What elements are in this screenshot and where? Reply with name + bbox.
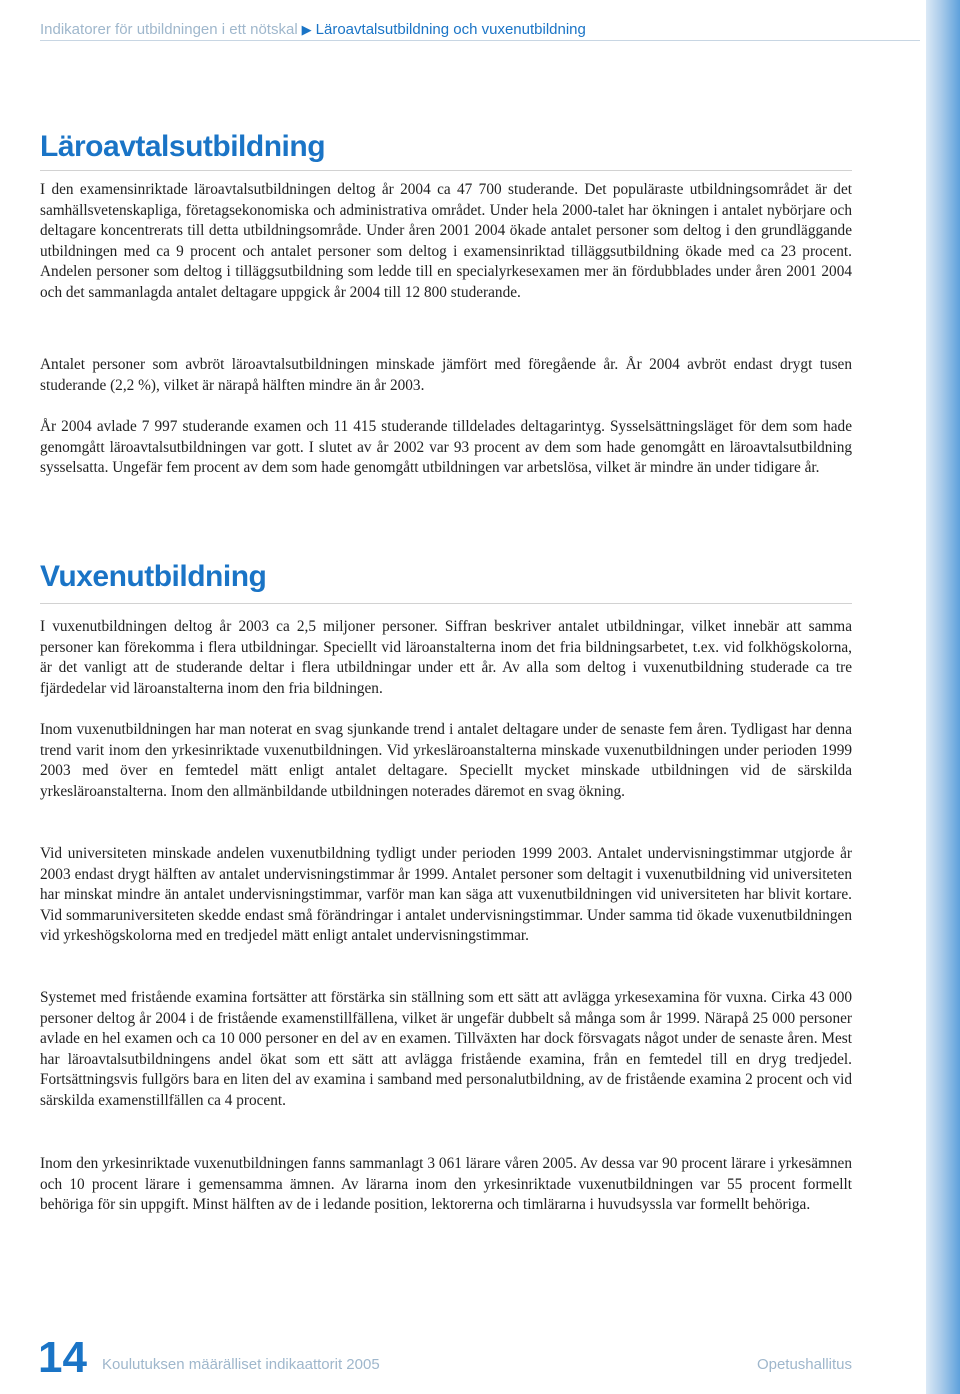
paragraph: Antalet personer som avbröt läroavtalsutbildningen minskade jämfört med föregående år. År 2004 avbröt endast drygt tusen studerande (2,2 %), vilket är närapå hälften mindre än år 2003. bbox=[40, 356, 852, 394]
section-divider bbox=[40, 170, 852, 171]
section-title-laroavtalsutbildning: Läroavtalsutbildning bbox=[40, 130, 326, 163]
header-divider bbox=[40, 40, 920, 41]
paragraph: Inom den yrkesinriktade vuxenutbildningen fanns sammanlagt 3 061 lärare våren 2005. Av dessa var 90 procent lärare i yrkesämnen och 10 procent lärare i gemensamma ämnen. Av lärarna inom den yrkesinriktade vuxenutbildningen var 55 procent formellt behöriga för sin uppgift. Minst hälften av de i ledande position, lektorerna och timlärarna i huvudsyssla var formellt behöriga. bbox=[40, 1155, 852, 1214]
breadcrumb-arrow-icon: ▶ bbox=[301, 22, 312, 37]
publication-title: Koulutuksen määrälliset indikaattorit 2005 bbox=[102, 1356, 380, 1373]
paragraph: Vid universiteten minskade andelen vuxenutbildning tydligt under perioden 1999 2003. Antalet undervisningstimmar utgjorde år 2003 endast drygt hälften av antalet undervisningstimmar år 1999. Antalet personer som deltagit i vuxenutbildning vid universiteten har minskat mindre än antalet undervisningstimmar, varför man kan säga att vuxenutbildningen vid universiteten har blivit kortare. Vid sommaruniversiteten skedde endast små förändringar i antalet undervisningstimmar. Under samma tid ökade vuxenutbildningen vid yrkeshögskolorna med en tredjedel mätt enligt antalet undervisningstimmar. bbox=[40, 845, 852, 945]
breadcrumb-part-1: Indikatorer för utbildningen i ett nötskal bbox=[40, 21, 298, 38]
section-title-vuxenutbildning: Vuxenutbildning bbox=[40, 560, 267, 593]
paragraph: Systemet med fristående examina fortsätter att förstärka sin ställning som ett sätt att avlägga yrkesexamina för vuxna. Cirka 43 000 personer deltog år 2004 i de fristående examenstillfällena, vilket är ungefär dubbelt så många som år 1999. Närapå 25 000 personer avlade en hel examen och ca 10 000 personer en del av en examen. Tillväxten har dock försvagats något under de senaste åren. Mest har läroavtalsutbildningens andel ökat som ett sätt att avlägga fristående examina, från en femtedel till en dryg tredjedel. Fortsättningsvis fullgörs bara en liten del av examina i samband med personalutbildning, av de fristående examina 2 procent och vid särskilda examenstillfällen ca 4 procent. bbox=[40, 989, 852, 1109]
page-number: 14 bbox=[38, 1333, 87, 1382]
breadcrumb-part-2: Läroavtalsutbildning och vuxenutbildning bbox=[315, 21, 586, 38]
paragraph: År 2004 avlade 7 997 studerande examen och 11 415 studerande tilldelades deltagarintyg. Sysselsättningsläget för dem som hade genomgått läroavtalsutbildningen var gott. I slutet av år 2002 var 93 procent av dem som hade genomgått en läroavtalsutbildning sysselsatta. Ungefär fem procent av dem som hade genomgått utbildningen var arbetslösa, vilket är mindre än under tidigare år. bbox=[40, 418, 852, 477]
section-divider bbox=[40, 603, 852, 604]
paragraph: I den examensinriktade läroavtalsutbildningen deltog år 2004 ca 47 700 studerande. Det populäraste utbildningsområdet är det samhällsvetenskapliga, företagsekonomiska och administrativa området. Under hela 2000-talet har ökningen i antalet nybörjare och deltagare koncentrerats till detta utbildningsområde. Under åren 2001 2004 ökade antalet personer som deltog i den grundläggande utbildningen med ca 9 procent och antalet personer som deltog i examensinriktad tilläggsutbildning ökade med ca 23 procent. Andelen personer som deltog i tilläggsutbildning som ledde till en specialyrkesexamen mer än fördubblades under åren 2001 2004 och det sammanlagda antalet deltagare uppgick år 2004 till 12 800 studerande. bbox=[40, 181, 852, 301]
paragraph: Inom vuxenutbildningen har man noterat en svag sjunkande trend i antalet deltagare under de senaste fem åren. Tydligast har denna trend varit inom den yrkesinriktade vuxenutbildningen. Vid yrkesläroanstalterna minskade vuxenutbildningen under perioden 1999 2003 med över en femtedel mätt enligt antalet deltagare. Speciellt mycket minskade utbildningen vid de särskilda yrkesläroanstalterna. Inom den allmänbildande utbildningen noterades däremot en svag ökning. bbox=[40, 721, 852, 800]
paragraph: I vuxenutbildningen deltog år 2003 ca 2,5 miljoner personer. Siffran beskriver antalet utbildningar, vilket innebär att samma personer kan förekomma i flera utbildningar. Speciellt vid läroanstalterna inom det fria bildningsarbetet, t.ex. vid folkhögskolorna, är det vanligt att de studerande deltar i flera utbildningar under ett år. Av alla som deltog i vuxenutbildning studerade ca tre fjärdedelar vid läroanstalterna inom den fria bildningen. bbox=[40, 618, 852, 697]
publisher-name: Opetushallitus bbox=[756, 1356, 852, 1373]
running-header bbox=[40, 20, 920, 40]
decorative-side-band bbox=[926, 0, 960, 1394]
